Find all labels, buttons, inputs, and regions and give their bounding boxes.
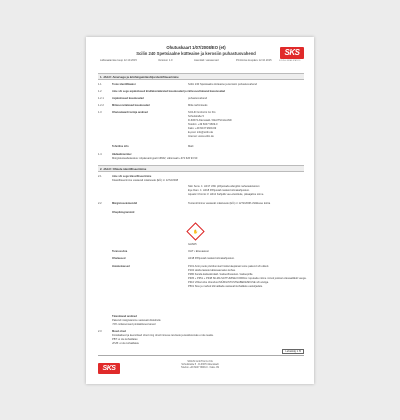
- section-1-header: 1. JAGU: Aine/segu ja äriühingu/ettevõtja identifitseerimine: [98, 73, 304, 80]
- document-title: Ohutuskaart 1/07/2008/EO (et): [166, 45, 226, 50]
- print-date: Printimise kuupäev 12.10.2015: [236, 59, 272, 62]
- footer-sks-logo: SKS: [98, 363, 120, 374]
- footer-divider: [98, 355, 304, 356]
- sks-logo: SKS: [280, 47, 304, 59]
- logo-caption: SCILIN & KIRAS STATZOL: [279, 60, 301, 62]
- document-page: Ohutuskaart 1/07/2008/EO (et) Scilin 240 Spetsiaalne kütteaine ja kerosiin puhastusvahend SKS SCILIN & KIRAS STATZOL Läbivaatamise kuup 12.10.2015 Versioon 1.0 Asendab: varasemad Printimise kuupäev 12.10.2015 1. JAGU: Aine/segu ja äriühingu/ettevõtja identifitseerimine 1.1 Toote identifikaator Scilin 240 Spetsiaalne kütteaine ja kerosiin puhastusvahend 1.2 Aine või segu asjakohased kindlaksmääratud kasutusalad ja mittesoovitatavad kasutusalad 1.2.1 Asjakohased kasutusalad puhastusvahend 1.2.2 Mittesoovitatavad kasutusalad Mitte tarbimiseks 1.3 Ohutuskaardi tarnija andmed SCILIN GmbH & Co KG Schulstraße 5 D-63674 Altenstadt / DEUTSCHLAND Telefon: +49 6047 9609-0 Faks: +49 6047 9609-99 E-post: info@scilin.de Internet: www.scilin.de Tehniline info Maili 1.4 Hädaabinumber Mürgistusteabekeskus: ööpäevaringselt 16662; välismaalt +372 626 93 90 2. JAGU: Ohtude identifitseerimine 2.1 Aine või segu klassifitseerimine Klassifitseerimine vastavalt määrusele (EÜ) nr 1272/2008 Skin Sens. 1: H317 Võib põhjustada allergilist nahareaktsiooni. Eye Dam. 1: H318 Põhjustab raskeid silmakahjustusi. Aquatic Chronic 3: H412 Kahjulik vee-elustikule, pikaajaline toime. 2.2 Märgistuselemendid Tooteruhtimine vastavalt määrusele (EÜ) nr 1272/2008 ohtlikkuse kohta Ohupiktogrammid ✋ GHS05 Tunnussõna OHT • Ettevaatust Ohulaused H318 Põhjustab raskeid silmakahjustusi. Hoiatuslaused P101 Arsti poole pöördumisel hoida käepärast toote pakend või etikett. P102 Hoida lastele kättesaamatus kohas. P280 Kanda kaitsekindaid / kaitserõivastust / kaitseprille. P305 + P351 + P338 SILMA SATTUMISE KORRAL: loputada mitme minuti jooksul ettevaatlikult veega. P310 Võtta kohe ühendust MÜRGISTUSTEABEKESKUSE või arstiga. P501 Sisu ja mahuti kõrvaldada vastavalt kohalikele eeskirjadele. Täiendavad andmed Pakendi märgistamine vastavalt direktiivile <5% mitteioonsed pindaktiivsed ained 2.3 Muud ohud Füüsikalised ja keemilised ohud ning ohud inimese tervisele ja keskkonnale ei ole teada. PBT: ei ole kohaldatav vPvB: ei ole kohaldatav Lehekülg 1 /5 SKS SCILIN GmbH & Co KG Schulstraße 5 · D-63674 Altenstadt Telefon +49 6047 9609-0 · Faks -99: [86, 37, 314, 384]
- page-number: Lehekülg 1 /5: [282, 349, 304, 354]
- section-2-header: 2. JAGU: Ohtude identifitseerimine: [98, 165, 304, 172]
- version: Versioon 1.0: [158, 59, 173, 62]
- document-subtitle: Scilin 240 Spetsiaalne kütteaine ja kerosiin puhastusvahend: [136, 51, 256, 56]
- footer-company: SCILIN GmbH & Co KG Schulstraße 5 · D-63674 Altenstadt Telefon +49 6047 9609-0 · Faks -99: [181, 360, 219, 369]
- revision-date: Läbivaatamise kuup 12.10.2015: [100, 59, 137, 62]
- ghs05-corrosion-symbol: ✋: [193, 229, 198, 234]
- replaces: Asendab: varasemad: [194, 59, 219, 62]
